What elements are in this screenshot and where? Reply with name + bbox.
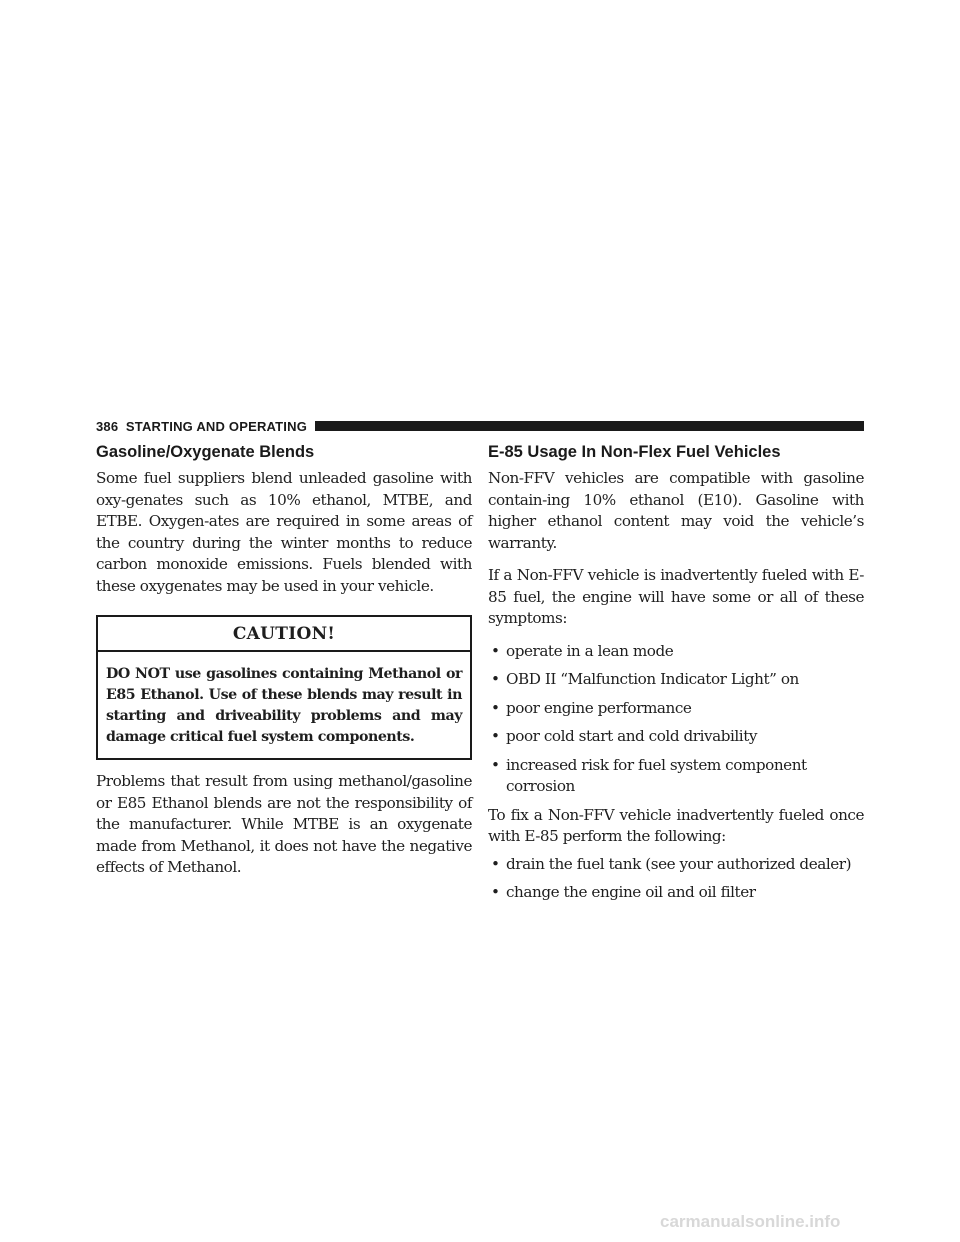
page-header [96, 418, 864, 434]
bullet-icon: • [491, 727, 500, 745]
header-rule [315, 421, 864, 431]
page-number: 386 [96, 418, 119, 434]
caution-title: CAUTION! [98, 617, 470, 652]
paragraph-methanol-problems: Problems that result from using methanol/gasoline or E85 Ethanol blends are not the responsibility of the manufacturer. While MTBE is an oxygenate made from Methanol, it does not have the negative effects of Methanol. [96, 772, 472, 876]
paragraph-non-ffv-compat: Non-FFV vehicles are compatible with gasoline contain-ing 10% ethanol (E10). Gasoline with higher ethanol content may void the vehicle’s warranty. [488, 469, 864, 552]
paragraph-fix-intro: To fix a Non-FFV vehicle inadvertently fueled once with E-85 perform the following: [488, 805, 864, 845]
bullet-icon: • [491, 755, 500, 774]
list-item: • increased risk for fuel system component corrosion [491, 755, 807, 795]
list-item: • poor engine performance [488, 698, 864, 720]
list-item: • OBD II “Malfunction Indicator Light” on [488, 669, 864, 691]
fix-list [488, 854, 864, 904]
left-column [96, 442, 472, 879]
caution-box [96, 615, 472, 760]
bullet-icon: • [491, 883, 500, 901]
list-item: • operate in a lean mode [488, 641, 864, 663]
bullet-icon: • [491, 670, 500, 688]
caution-body: DO NOT use gasolines containing Methanol or E85 Ethanol. Use of these blends may result in starting and driveability problems and may damage critical fuel system components. [106, 666, 462, 745]
symptoms-list [488, 641, 864, 798]
list-item: • drain the fuel tank (see your authorized dealer) [488, 854, 864, 876]
page-header-label [96, 419, 315, 434]
paragraph-symptoms-intro: If a Non-FFV vehicle is inadvertently fueled with E-85 fuel, the engine will have some or all of these symptoms: [488, 566, 864, 627]
heading-e85-usage: E-85 Usage In Non-Flex Fuel Vehicles [488, 443, 781, 461]
right-column [488, 442, 864, 911]
list-item: • poor cold start and cold drivability [488, 726, 864, 748]
bullet-icon: • [491, 698, 500, 717]
watermark: carmanualsonline.info [660, 1212, 841, 1231]
bullet-icon: • [491, 854, 500, 873]
list-item: • change the engine oil and oil filter [488, 882, 864, 904]
heading-oxygenate-blends: Gasoline/Oxygenate Blends [96, 443, 315, 461]
bullet-icon: • [491, 641, 500, 660]
section-title: STARTING AND OPERATING [125, 418, 308, 434]
paragraph-oxygenates: Some fuel suppliers blend unleaded gasoline with oxy-genates such as 10% ethanol, MTBE, and ETBE. Oxygen-ates are required in some areas of the country during the winter months to reduce carbon monoxide emissions. Fuels blended with these oxygenates may be used in your vehicle. [96, 469, 472, 595]
